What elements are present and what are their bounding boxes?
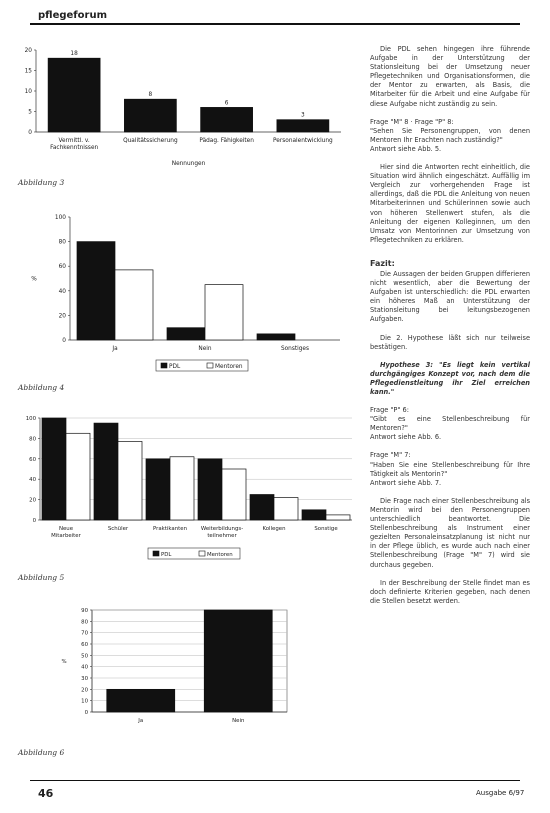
y-tick-label: 10 — [24, 89, 32, 95]
y-tick-label: 5 — [28, 109, 32, 116]
y-tick-label: 20 — [58, 313, 66, 320]
x-category-label: Nein — [198, 346, 212, 352]
y-tick-label: 40 — [58, 288, 66, 295]
y-tick-label: 70 — [81, 630, 88, 637]
bar — [257, 334, 295, 340]
issue-label: Ausgabe 6/97 — [476, 789, 525, 797]
y-tick-label: 20 — [81, 687, 88, 694]
legend-label: PDL — [169, 364, 181, 370]
paragraph-5: In der Beschreibung der Stelle findet man es doch definierte Kriterien gegeben, nach denen die Stellen besetzt werden. — [370, 578, 530, 605]
header-rule — [30, 23, 520, 25]
bar — [326, 515, 350, 520]
question-m8: Frage "M" 8 · Frage "P" 8: "Sehen Sie Personengruppen, von denen Mentoren Ihr Erachten nach zuständig?" Antwort siehe Abb. 5. — [370, 117, 530, 153]
x-category-label: Nein — [232, 718, 245, 724]
y-tick-label: 80 — [58, 239, 66, 246]
hypothesis-3: Hypothese 3: "Es liegt kein vertikal durchgängiges Konzept vor, nach dem die Pflegedienstleitung ihr Ziel erreichen kann." — [370, 360, 530, 396]
bar — [277, 120, 329, 132]
bar — [198, 459, 222, 520]
figure-5-chart — [18, 410, 363, 565]
bar — [201, 107, 253, 132]
figure-6-chart — [40, 600, 305, 745]
x-category-label: Personalentwicklung — [273, 138, 333, 144]
fazit-text: Die Aussagen der beiden Gruppen differieren nicht wesentlich, aber die Bewertung der Aufgaben ist unterschiedlich: die PDL erwarten ein höheres Maß an Unterstützung der Stationsleitung bei leitungsbezogenen Aufgaben. — [370, 269, 530, 324]
y-tick-label: 10 — [81, 698, 88, 705]
bar — [302, 510, 326, 520]
bar — [205, 285, 243, 340]
figure-3-chart — [18, 42, 353, 170]
bar — [124, 99, 176, 132]
bar — [66, 433, 90, 520]
x-category-label: Kollegen — [262, 526, 286, 532]
x-category-label: Sonstiges — [280, 346, 310, 352]
paragraph-3: Die 2. Hypothese läßt sich nur teilweise bestätigen. — [370, 333, 530, 351]
legend-label: Mentoren — [215, 364, 243, 370]
y-axis-label: % — [61, 659, 67, 665]
y-tick-label: 60 — [81, 642, 88, 648]
caption-figure-3: Abbildung 3 — [18, 178, 65, 187]
bar — [274, 498, 298, 520]
x-category-label: Schüler — [107, 526, 129, 532]
bar-value-label: 8 — [148, 92, 153, 99]
legend-swatch — [153, 551, 159, 556]
x-category-label: Neue — [58, 526, 74, 532]
y-tick-label: 40 — [81, 664, 88, 671]
x-category-label: teilnehmer — [207, 533, 237, 539]
bar — [94, 423, 118, 520]
bar-value-label: 18 — [70, 51, 78, 58]
legend-label: PDL — [161, 552, 172, 558]
y-tick-label: 40 — [29, 477, 36, 484]
x-category-label: Vermittl. v. — [58, 138, 90, 144]
x-category-label: Weiterbildungs- — [200, 526, 244, 532]
page-number: 46 — [38, 787, 54, 800]
question-m7: Frage "M" 7: "Haben Sie eine Stellenbeschreibung für Ihre Tätigkeit als Mentorin?" Antwort siehe Abb. 7. — [370, 451, 530, 487]
figure-4-chart — [18, 205, 353, 375]
bar — [107, 689, 175, 712]
x-category-label: Ja — [112, 346, 118, 352]
bar — [42, 418, 66, 520]
bar — [167, 328, 205, 340]
footer-rule — [30, 780, 520, 781]
y-tick-label: 100 — [25, 416, 36, 422]
legend-swatch — [161, 363, 167, 368]
fazit-heading: Fazit: — [370, 258, 395, 268]
bar — [118, 441, 142, 520]
y-tick-label: 30 — [81, 676, 88, 682]
journal-title: pflegeforum — [38, 10, 107, 21]
x-category-label: Fachkenntnissen — [50, 145, 99, 151]
bar — [115, 270, 153, 340]
caption-figure-5: Abbildung 5 — [18, 573, 65, 582]
y-tick-label: 0 — [28, 130, 32, 136]
y-tick-label: 80 — [81, 619, 88, 626]
x-category-label: Pädag. Fähigkeiten — [199, 138, 254, 144]
text-column — [370, 45, 530, 615]
y-tick-label: 0 — [62, 338, 66, 344]
y-tick-label: 50 — [81, 653, 88, 660]
bar — [222, 469, 246, 520]
x-category-label: Mitarbeiter — [51, 533, 81, 539]
caption-figure-6: Abbildung 6 — [18, 748, 65, 757]
legend-label: Mentoren — [207, 552, 233, 558]
bar — [250, 495, 274, 521]
bar — [146, 459, 170, 520]
bar — [170, 457, 194, 520]
question-p6: Frage "P" 6: "Gibt es eine Stellenbeschreibung für Mentoren?" Antwort siehe Abb. 6. — [370, 406, 530, 442]
y-tick-label: 20 — [24, 48, 32, 54]
x-category-label: Qualitätssicherung — [123, 138, 178, 144]
y-tick-label: 15 — [24, 68, 32, 75]
y-tick-label: 100 — [54, 215, 66, 221]
y-tick-label: 20 — [29, 497, 36, 504]
y-axis-label: % — [31, 276, 37, 283]
bar-value-label: 3 — [301, 112, 305, 119]
paragraph-4: Die Frage nach einer Stellenbeschreibung als Mentorin wird bei den Personengruppen unterschiedlich beantwortet. Die Stellenbeschreibung als Instrument einer gezielten Personaleinsatzplanung ist nicht nur in der Pflege üblich, es wurde auch nach einer Stellenbeschreibung (Frage "M" 7) wird sie durchaus gegeben. — [370, 496, 530, 569]
bar — [204, 610, 272, 712]
x-axis-label: Nennungen — [171, 161, 206, 167]
bar-value-label: 6 — [224, 100, 229, 107]
paragraph-1: Die PDL sehen hingegen ihre führende Aufgabe in der Unterstützung der Stationsleitung bei der Umsetzung neuer Pflegetechniken und Organisationsformen, die der Mentor zu erwarten, als Basis, die Mitarbeiter für die Arbeit und eine Aufgabe für diese Aufgabe nicht zuständig zu sein. — [370, 45, 530, 108]
x-category-label: Ja — [138, 718, 144, 724]
y-tick-label: 90 — [81, 608, 88, 614]
legend-swatch — [199, 551, 205, 556]
bar — [48, 58, 100, 132]
x-category-label: Sonstige — [314, 526, 338, 532]
y-tick-label: 80 — [29, 436, 36, 443]
caption-figure-4: Abbildung 4 — [18, 383, 65, 392]
paragraph-2: Hier sind die Antworten recht einheitlich, die Situation wird ähnlich eingeschätzt. Auffällig im Vergleich zur vorhergehenden Frage ist allerdings, daß die PDL die Anleitung von neuen Mitarbeiterinnen und Schülerinnen sowie auch von höheren Stellenwert stufen, als die Anleitung der eigenen Kolleginnen, um den Umsatz von Mentorinnen zur Umsetzung von Pflegetechniken zu erklären. — [370, 163, 530, 244]
bar — [77, 242, 115, 340]
y-tick-label: 60 — [29, 456, 36, 463]
y-tick-label: 0 — [32, 518, 36, 524]
y-tick-label: 0 — [84, 710, 88, 716]
x-category-label: Praktikanten — [152, 526, 188, 532]
legend-swatch — [207, 363, 213, 368]
y-tick-label: 60 — [58, 264, 66, 271]
